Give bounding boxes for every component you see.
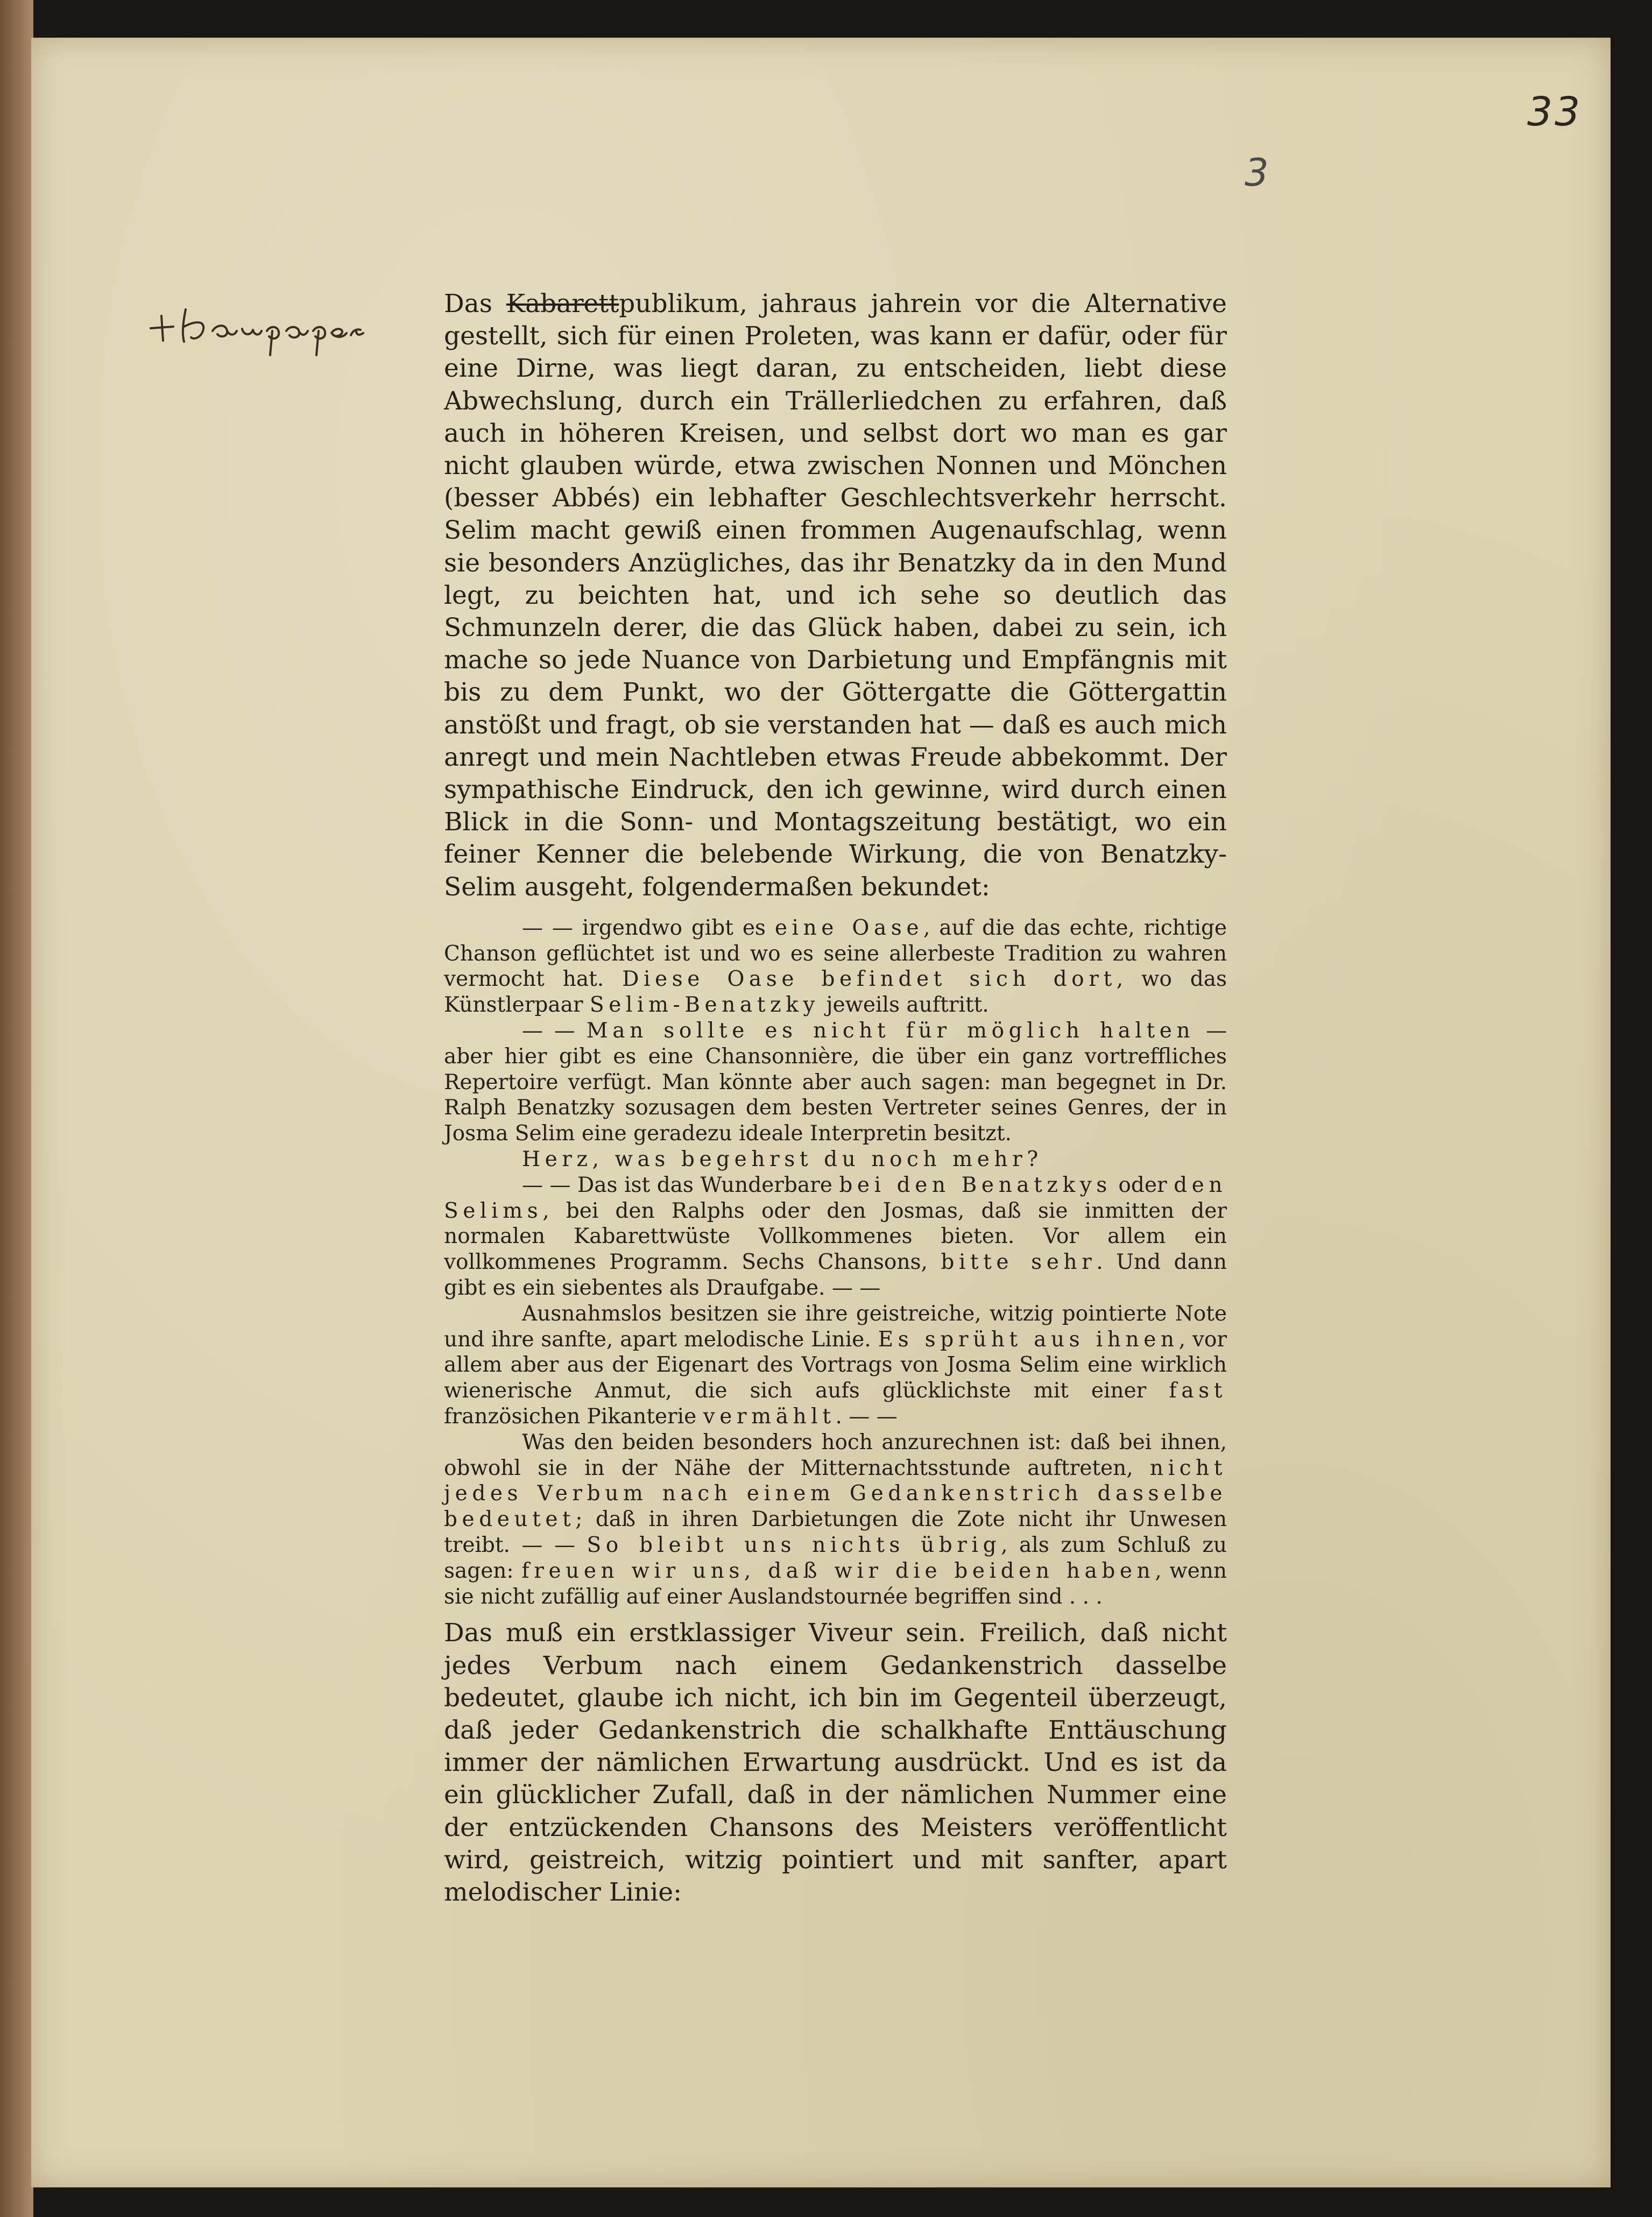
quote-paragraph-2: — — Man sollte es nicht für möglich halten — aber hier gibt es eine Chansonnière, die über ein ganz vortreffliches Repertoire verfügt. Man könnte aber auch sagen: man begegnet in Dr. Ralph Benatzky sozusagen dem besten Vertreter seines Genres, der in Josma Selim eine geradezu ideale Interpretin besitzt. xyxy=(444,1019,1227,1146)
quote-paragraph-1: — — irgendwo gibt es eine Oase, auf die das echte, richtige Chanson geflüchtet ist und wo es seine allerbeste Tradition zu wahren vermocht hat. Diese Oase befindet sich dort, wo das Künstlerpaar Selim-Benatzky jeweils auftritt. xyxy=(444,915,1227,1018)
struck-word: Kabarett xyxy=(506,289,619,319)
handwritten-margin-note xyxy=(145,277,371,358)
main-text-column xyxy=(444,288,1227,1909)
pencil-page-mark: 3 xyxy=(1245,151,1269,195)
quote-paragraph-5: Ausnahmslos besitzen sie ihre geistreiche, witzig pointierte Note und ihre sanfte, apart melodische Linie. Es sprüht aus ihnen, vor allem aber aus der Eigenart des Vortrags von Josma Selim eine wirklich wienerische Anmut, die sich aufs glücklichste mit einer fast französichen Pikanterie vermählt. — — xyxy=(444,1301,1227,1429)
page-number: 33 xyxy=(1527,89,1583,135)
body-paragraph-1: Das Kabarettpublikum, jahraus jahrein vor die Alternative gestellt, sich für einen Proleten, was kann er dafür, oder für eine Dirne, was liegt daran, zu entscheiden, liebt diese Abwechslung, durch ein Trällerliedchen zu erfahren, daß auch in höheren Kreisen, und selbst dort wo man es gar nicht glauben würde, etwa zwischen Nonnen und Mönchen (besser Abbés) ein lebhafter Geschlechtsverkehr herrscht. Selim macht gewiß einen frommen Augenaufschlag, wenn sie besonders Anzügliches, das ihr Benatzky da in den Mund legt, zu beichten hat, und ich sehe so deutlich das Schmunzeln derer, die das Glück haben, dabei zu sein, ich mache so jede Nuance von Darbietung und Empfängnis mit bis zu dem Punkt, wo der Göttergatte die Göttergattin anstößt und fragt, ob sie verstanden hat — daß es auch mich anregt und mein Nachtleben etwas Freude abbekommt. Der sympathische Eindruck, den ich gewinne, wird durch einen Blick in die Sonn- und Montagszeitung bestätigt, wo ein feiner Kenner die belebende Wirkung, die von Benatzky-Selim ausgeht, folgendermaßen bekundet: xyxy=(444,289,1227,902)
quote-paragraph-4: — — Das ist das Wunderbare bei den Benatzkys oder den Selims, bei den Ralphs oder den Josmas, daß sie inmitten der normalen Kabarettwüste Vollkommenes bieten. Vor allem ein vollkommenes Programm. Sechs Chansons, bitte sehr. Und dann gibt es ein siebentes als Draufgabe. — — xyxy=(444,1173,1227,1301)
body-paragraph-2: Das muß ein erstklassiger Viveur sein. Freilich, daß nicht jedes Verbum nach einem Gedankenstrich dasselbe bedeutet, glaube ich nicht, ich bin im Gegenteil überzeugt, daß jeder Gedankenstrich die schalkhafte Enttäuschung immer der nämlichen Erwartung ausdrückt. Und es ist da ein glücklicher Zufall, daß in der nämlichen Nummer eine der entzückenden Chansons des Meisters veröffentlicht wird, geistreich, witzig pointiert und mit sanfter, apart melodischer Linie: xyxy=(444,1618,1227,1907)
quote-paragraph-3: Herz, was begehrst du noch mehr? xyxy=(522,1147,1043,1172)
quote-paragraph-6: Was den beiden besonders hoch anzurechnen ist: daß bei ihnen, obwohl sie in der Nähe der Mitternachtsstunde auftreten, nicht jedes Verbum nach einem Gedankenstrich dasselbe bedeutet; daß in ihren Darbietungen die Zote nicht ihr Unwesen treibt. — — So bleibt uns nichts übrig, als zum Schluß zu sagen: freuen wir uns, daß wir die beiden haben, wenn sie nicht zufällig auf einer Auslandstournée begriffen sind . . . xyxy=(444,1430,1227,1609)
book-binding-edge xyxy=(0,0,33,2217)
